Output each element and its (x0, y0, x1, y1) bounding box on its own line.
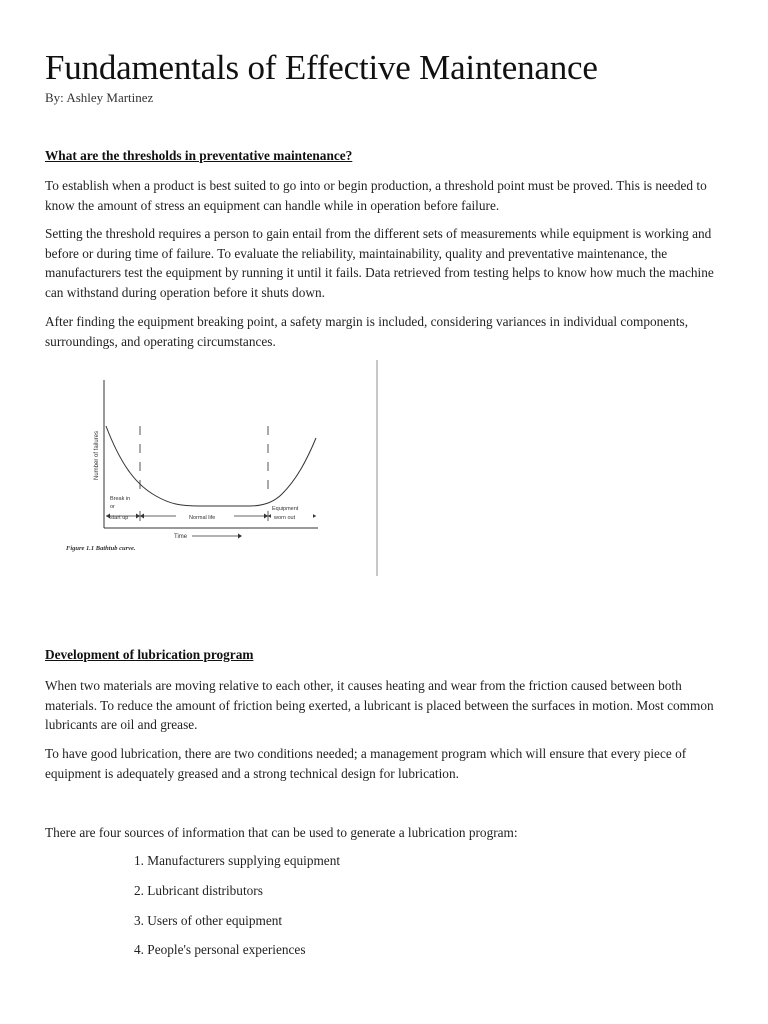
paragraph: To establish when a product is best suited to go into or begin production, a threshold point must be proved. This is needed to know the amount of stress an equipment can handle while in operation before failure. (45, 178, 707, 213)
paragraph: When two materials are moving relative to each other, it causes heating and wear from the friction caused between both materials. To reduce the amount of friction being exerted, a lubricant is placed between the surfaces in motion. Most common lubricants are oil and grease. (45, 678, 714, 732)
bathtub-curve-figure (60, 368, 330, 568)
paragraph: To have good lubrication, there are two conditions needed; a management program which will ensure that every piece of equipment is adequately greased and a strong technical design for lubrication. (45, 746, 687, 781)
y-axis-label: Number of failures (94, 430, 100, 480)
arrow-head-icon (136, 514, 140, 519)
list-item: 1. Manufacturers supplying equipment (134, 853, 341, 868)
arrow-head-icon (140, 514, 144, 519)
phase-label-wornout: worn out (274, 515, 296, 521)
list-item: 3. Users of other equipment (134, 913, 283, 928)
phase-label-breakin: Break in (110, 496, 131, 502)
section-heading-thresholds: What are the thresholds in preventative maintenance? (45, 148, 353, 163)
phase-label-breakin: or (110, 504, 115, 510)
list-item: 2. Lubricant distributors (134, 883, 263, 898)
phase-label-breakin: start up (110, 515, 129, 521)
paragraph: There are four sources of information that can be used to generate a lubrication program: (45, 825, 518, 840)
phase-label-wornout: Equipment (272, 506, 299, 512)
vertical-divider (376, 360, 378, 576)
bathtub-curve-diagram (60, 368, 330, 568)
section-heading-lubrication: Development of lubrication program (45, 647, 254, 662)
arrow-head-icon (264, 514, 268, 519)
list-item: 4. People's personal experiences (134, 942, 306, 957)
phase-label-normal: Normal life (189, 515, 216, 521)
bathtub-curve-line (106, 426, 316, 506)
arrow-head-icon (238, 534, 242, 539)
paragraph: After finding the equipment breaking point, a safety margin is included, considering variances in individual components, surroundings, and operating circumstances. (45, 314, 689, 349)
document-title: Fundamentals of Effective Maintenance (45, 48, 598, 87)
author-byline: By: Ashley Martinez (45, 90, 154, 105)
paragraph: Setting the threshold requires a person to gain entail from the different sets of measurements while equipment is working and before or during time of failure. To evaluate the reliability, maintainability, quality and preventative maintenance, the manufacturers test the equipment by running it until it fails. Data retrieved from testing helps to know how much the machine can withstand during operation before it shuts down. (45, 226, 714, 300)
x-axis-label: Time (174, 534, 188, 540)
figure-caption: Figure 1.1 Bathtub curve. (66, 545, 136, 552)
